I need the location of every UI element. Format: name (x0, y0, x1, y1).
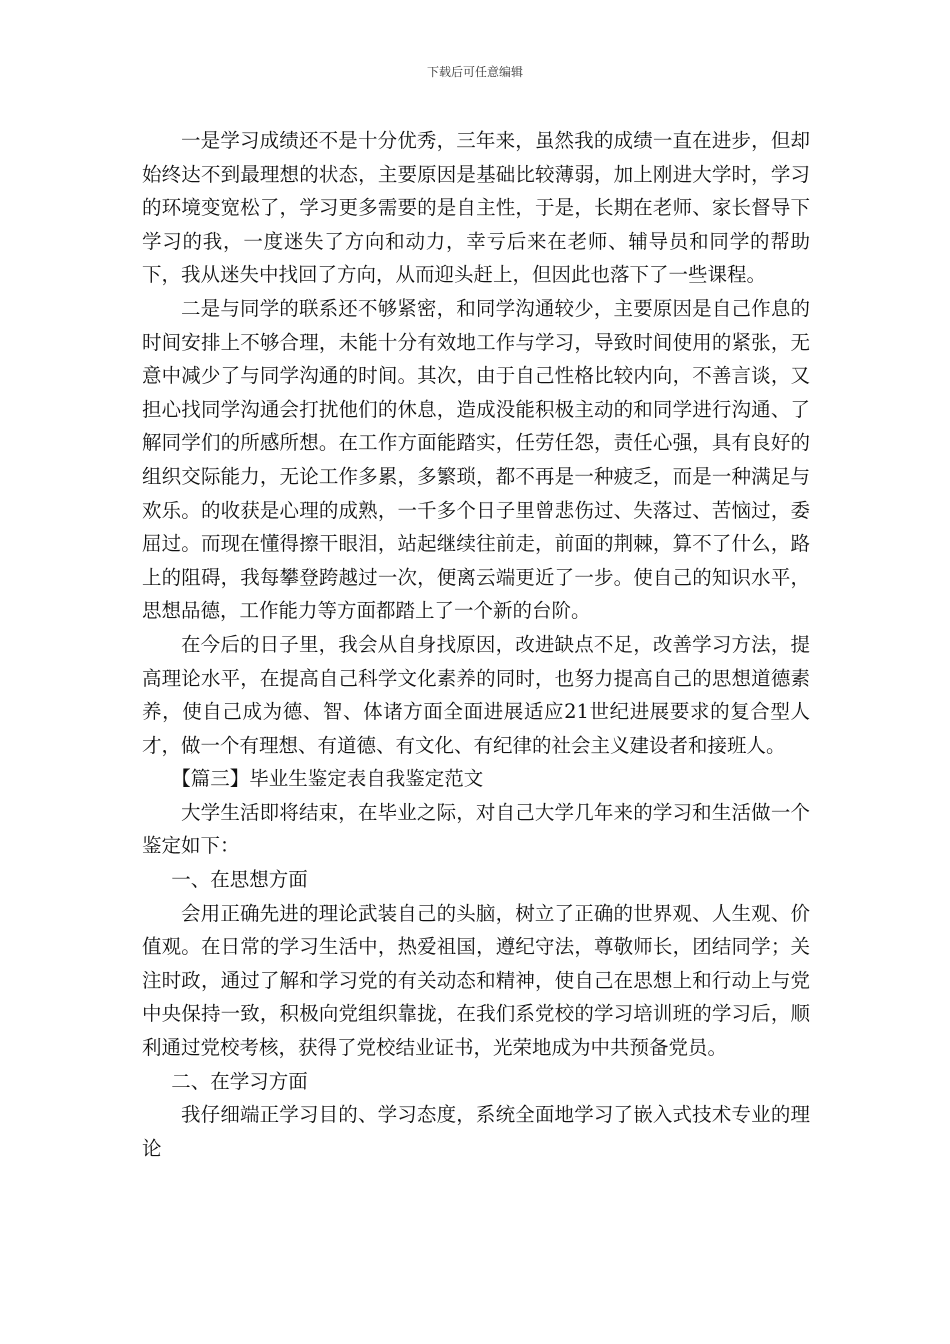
subheading-ideology: 一、在思想方面 (171, 868, 308, 892)
paragraph-weakness-communication: 二是与同学的联系还不够紧密，和同学沟通较少，主要原因是自己作息的时间安排上不够合理，未能十分有效地工作与学习，导致时间使用的紧张，无意中减少了与同学沟通的时间。其次，由于自己性格比较内向，不善言谈，又担心找同学沟通会打扰他们的休息，造成没能积极主动的和同学进行沟通、了解同学们的所感所想。在工作方面能踏实，任劳任怨，责任心强，具有良好的组织交际能力，无论工作多累，多繁琐，都不再是一种疲乏，而是一种满足与欢乐。的收获是心理的成熟，一千多个日子里曾悲伤过、失落过、苦恼过，委屈过。而现在懂得擦干眼泪，站起继续往前走，前面的荆棘，算不了什么，路上的阻碍，我每攀登跨越过一次，便离云端更近了一步。使自己的知识水平，思想品德，工作能力等方面都踏上了一个新的台阶。 (142, 296, 810, 623)
paragraph-intro: 大学生活即将结束，在毕业之际，对自己大学几年来的学习和生活做一个鉴定如下： (142, 800, 810, 858)
subheading-study: 二、在学习方面 (171, 1069, 308, 1093)
paragraph-ideology: 会用正确先进的理论武装自己的头脑，树立了正确的世界观、人生观、价值观。在日常的学习生活中，热爱祖国，遵纪守法，尊敬师长，团结同学；关注时政，通过了解和学习党的有关动态和精神，使自己在思想上和行动上与党中央保持一致，积极向党组织靠拢，在我们系党校的学习培训班的学习后，顺利通过党校考核，获得了党校结业证书，光荣地成为中共预备党员。 (142, 901, 810, 1060)
page-header: 下载后可任意编辑 (426, 65, 523, 79)
section-title-part-three: 【篇三】毕业生鉴定表自我鉴定范文 (171, 767, 484, 791)
paragraph-future-plan: 在今后的日子里，我会从自身找原因，改进缺点不足，改善学习方法，提高理论水平，在提高自己科学文化素养的同时，也努力提高自己的思想道德素养，使自己成为德、智、体诸方面全面进展适应21世纪进展要求的复合型人才，做一个有理想、有道德、有文化、有纪律的社会主义建设者和接班人。 (142, 632, 810, 757)
paragraph-study: 我仔细端正学习目的、学习态度，系统全面地学习了嵌入式技术专业的理论 (142, 1103, 810, 1160)
paragraph-weakness-study: 一是学习成绩还不是十分优秀，三年来，虽然我的成绩一直在进步，但却始终达不到最理想的状态，主要原因是基础比较薄弱，加上刚进大学时，学习的环境变宽松了，学习更多需要的是自主性，于是，长期在老师、家长督导下学习的我，一度迷失了方向和动力，幸亏后来在老师、辅导员和同学的帮助下，我从迷失中找回了方向，从而迎头赶上，但因此也落下了一些课程。 (142, 129, 810, 287)
document-body (142, 124, 810, 1165)
